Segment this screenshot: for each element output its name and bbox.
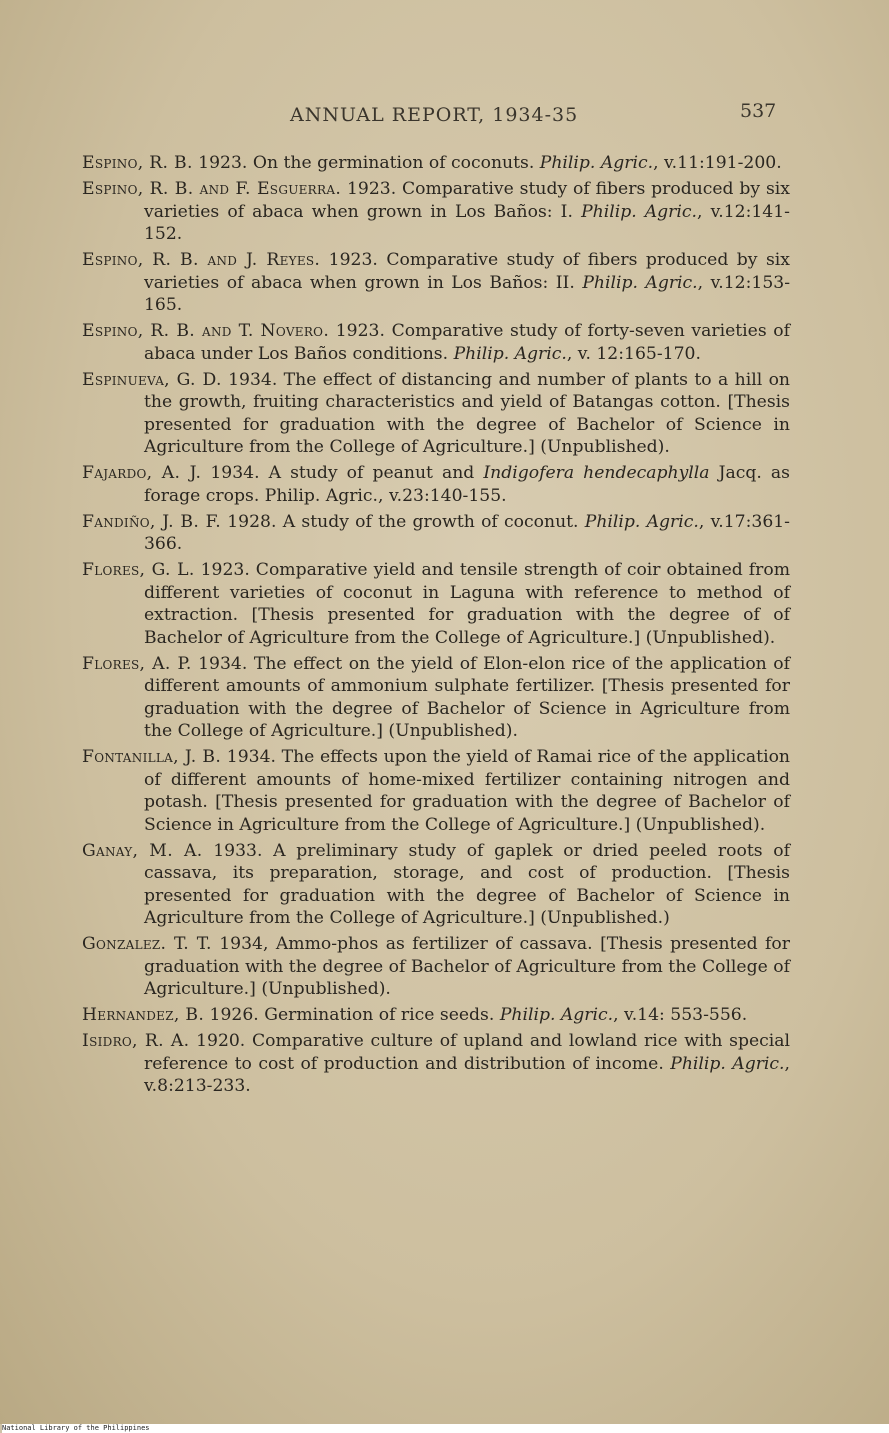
entry-text: 1923. Comparative study of fibers produced by six varieties of abaca when grown in Los Baños: I. — [144, 179, 790, 222]
bibliography-entry — [82, 178, 790, 246]
entry-text: 1934. A study of peanut and — [201, 463, 484, 483]
entry-tail: , v.14: 553-556. — [613, 1005, 748, 1025]
bibliography-entry — [82, 249, 790, 317]
entry-tail: , v. 12:165-170. — [566, 343, 701, 364]
entry-journal: Philip. Agric. — [670, 1053, 785, 1074]
bibliography-entry — [82, 320, 790, 365]
entry-text: 1926. Germination of rice seeds. — [204, 1005, 500, 1025]
entry-journal: Philip. Agric. — [499, 1005, 614, 1025]
bibliography-entry — [82, 840, 790, 930]
entry-author: Espinueva, G. D. — [82, 369, 222, 390]
entry-text: 1928. A study of the growth of coconut. — [220, 511, 585, 532]
entry-text: 1923. Comparative study of fibers produced by six varieties of abaca when grown in Los Baños: II. — [144, 250, 791, 293]
entry-author: Gonzalez. T. T. — [82, 934, 212, 954]
entry-journal: Philip. Agric. — [584, 511, 699, 532]
bibliography-entry — [82, 462, 790, 507]
entry-author: Ganay, M. A. — [82, 840, 203, 861]
library-credit: National Library of the Philippines — [2, 1424, 889, 1433]
entry-author: Flores, A. P. — [82, 653, 192, 674]
bibliography-entry — [82, 369, 790, 459]
bibliography-entry — [82, 152, 790, 175]
entry-text: 1934, Ammo-phos as fertilizer of cassava. [Thesis presented for graduation with the degree of Bachelor of Agriculture from the College of Agriculture.] (Unpublished). — [144, 934, 790, 999]
bibliography-entry — [82, 559, 790, 649]
bibliography-entry — [82, 653, 790, 743]
entry-text: 1920. Comparative culture of upland and lowland rice with special reference to cost of production and distribution of income. — [144, 1031, 790, 1074]
entry-text: 1923. Comparative study of forty-seven varieties of abaca under Los Baños conditions. — [144, 321, 791, 364]
entry-journal: Philip. Agric. — [539, 153, 654, 173]
entry-journal: Indigofera hendecaphylla — [483, 463, 710, 483]
entry-author: Fontanilla, J. B. — [82, 747, 222, 767]
bibliography-entry — [82, 746, 790, 836]
bibliography-entry — [82, 511, 790, 556]
entry-author: Espino, R. B. and T. Novero. — [82, 321, 330, 341]
bibliography-entry — [82, 1004, 790, 1027]
page-number: 537 — [740, 100, 777, 122]
entry-tail: , v.12:153-165. — [144, 272, 790, 315]
entry-author: Isidro, R. A. — [82, 1031, 190, 1051]
entry-author: Fandiño, J. B. F. — [82, 511, 221, 532]
bibliography-entry — [82, 1030, 790, 1098]
entry-text: 1933. A preliminary study of gaplek or dried peeled roots of cassava, its preparation, storage, and cost of production. [Thesis presented for graduation with the degree of Bachelor of Science in Agriculture from the College of Agriculture.] (Unpublished.) — [144, 840, 790, 928]
bibliography-list — [82, 152, 790, 1101]
entry-author: Espino, R. B. and J. Reyes. — [82, 250, 321, 270]
entry-tail: , v.8:213-233. — [144, 1053, 790, 1096]
entry-text: 1923. Comparative yield and tensile strength of coir obtained from different varieties of coconut in Laguna with reference to method of extraction. [Thesis presented for graduation with the degree of of Bachelor of Agriculture from the College of Agriculture.] (Unpublished). — [144, 560, 790, 648]
entry-journal: Philip. Agric. — [582, 272, 698, 293]
bibliography-entry — [82, 933, 790, 1001]
entry-journal: Philip. Agric. — [581, 201, 697, 222]
entry-tail: Jacq. as forage crops. Philip. Agric., v.23:140-155. — [144, 463, 790, 506]
entry-tail: , v.11:191-200. — [653, 153, 782, 173]
entry-text: 1934. The effect on the yield of Elon-elon rice of the application of different amounts of ammonium sulphate fertilizer. [Thesis presented for graduation with the degree of Bachelor of Science in Agriculture from the College of Agriculture.] (Unpublished). — [144, 653, 790, 741]
running-head — [0, 100, 889, 130]
running-title: ANNUAL REPORT, 1934-35 — [290, 104, 579, 126]
entry-text: 1934. The effects upon the yield of Ramai rice of the application of different amounts of home-mixed fertilizer containing nitrogen and potash. [Thesis presented for graduation with the degree of Bachelor of Science in Agriculture from the College of Agriculture.] (Unpublished). — [144, 747, 790, 835]
entry-author: Espino, R. B. — [82, 153, 193, 173]
entry-tail: , v.17:361-366. — [144, 511, 790, 554]
entry-author: Flores, G. L. — [82, 560, 195, 580]
entry-author: Hernandez, B. — [82, 1005, 205, 1025]
entry-author: Espino, R. B. and F. Esguerra. — [82, 179, 342, 199]
entry-text: 1923. On the germination of coconuts. — [192, 153, 540, 173]
entry-tail: , v.12:141-152. — [144, 201, 790, 244]
entry-author: Fajardo, A. J. — [82, 463, 202, 483]
entry-text: 1934. The effect of distancing and number of plants to a hill on the growth, fruiting characteristics and yield of Batangas cotton. [Thesis presented for graduation with the degree of Bachelor of Science in Agriculture from the College of Agriculture.] (Unpublished). — [144, 369, 790, 457]
entry-journal: Philip. Agric. — [453, 343, 567, 364]
